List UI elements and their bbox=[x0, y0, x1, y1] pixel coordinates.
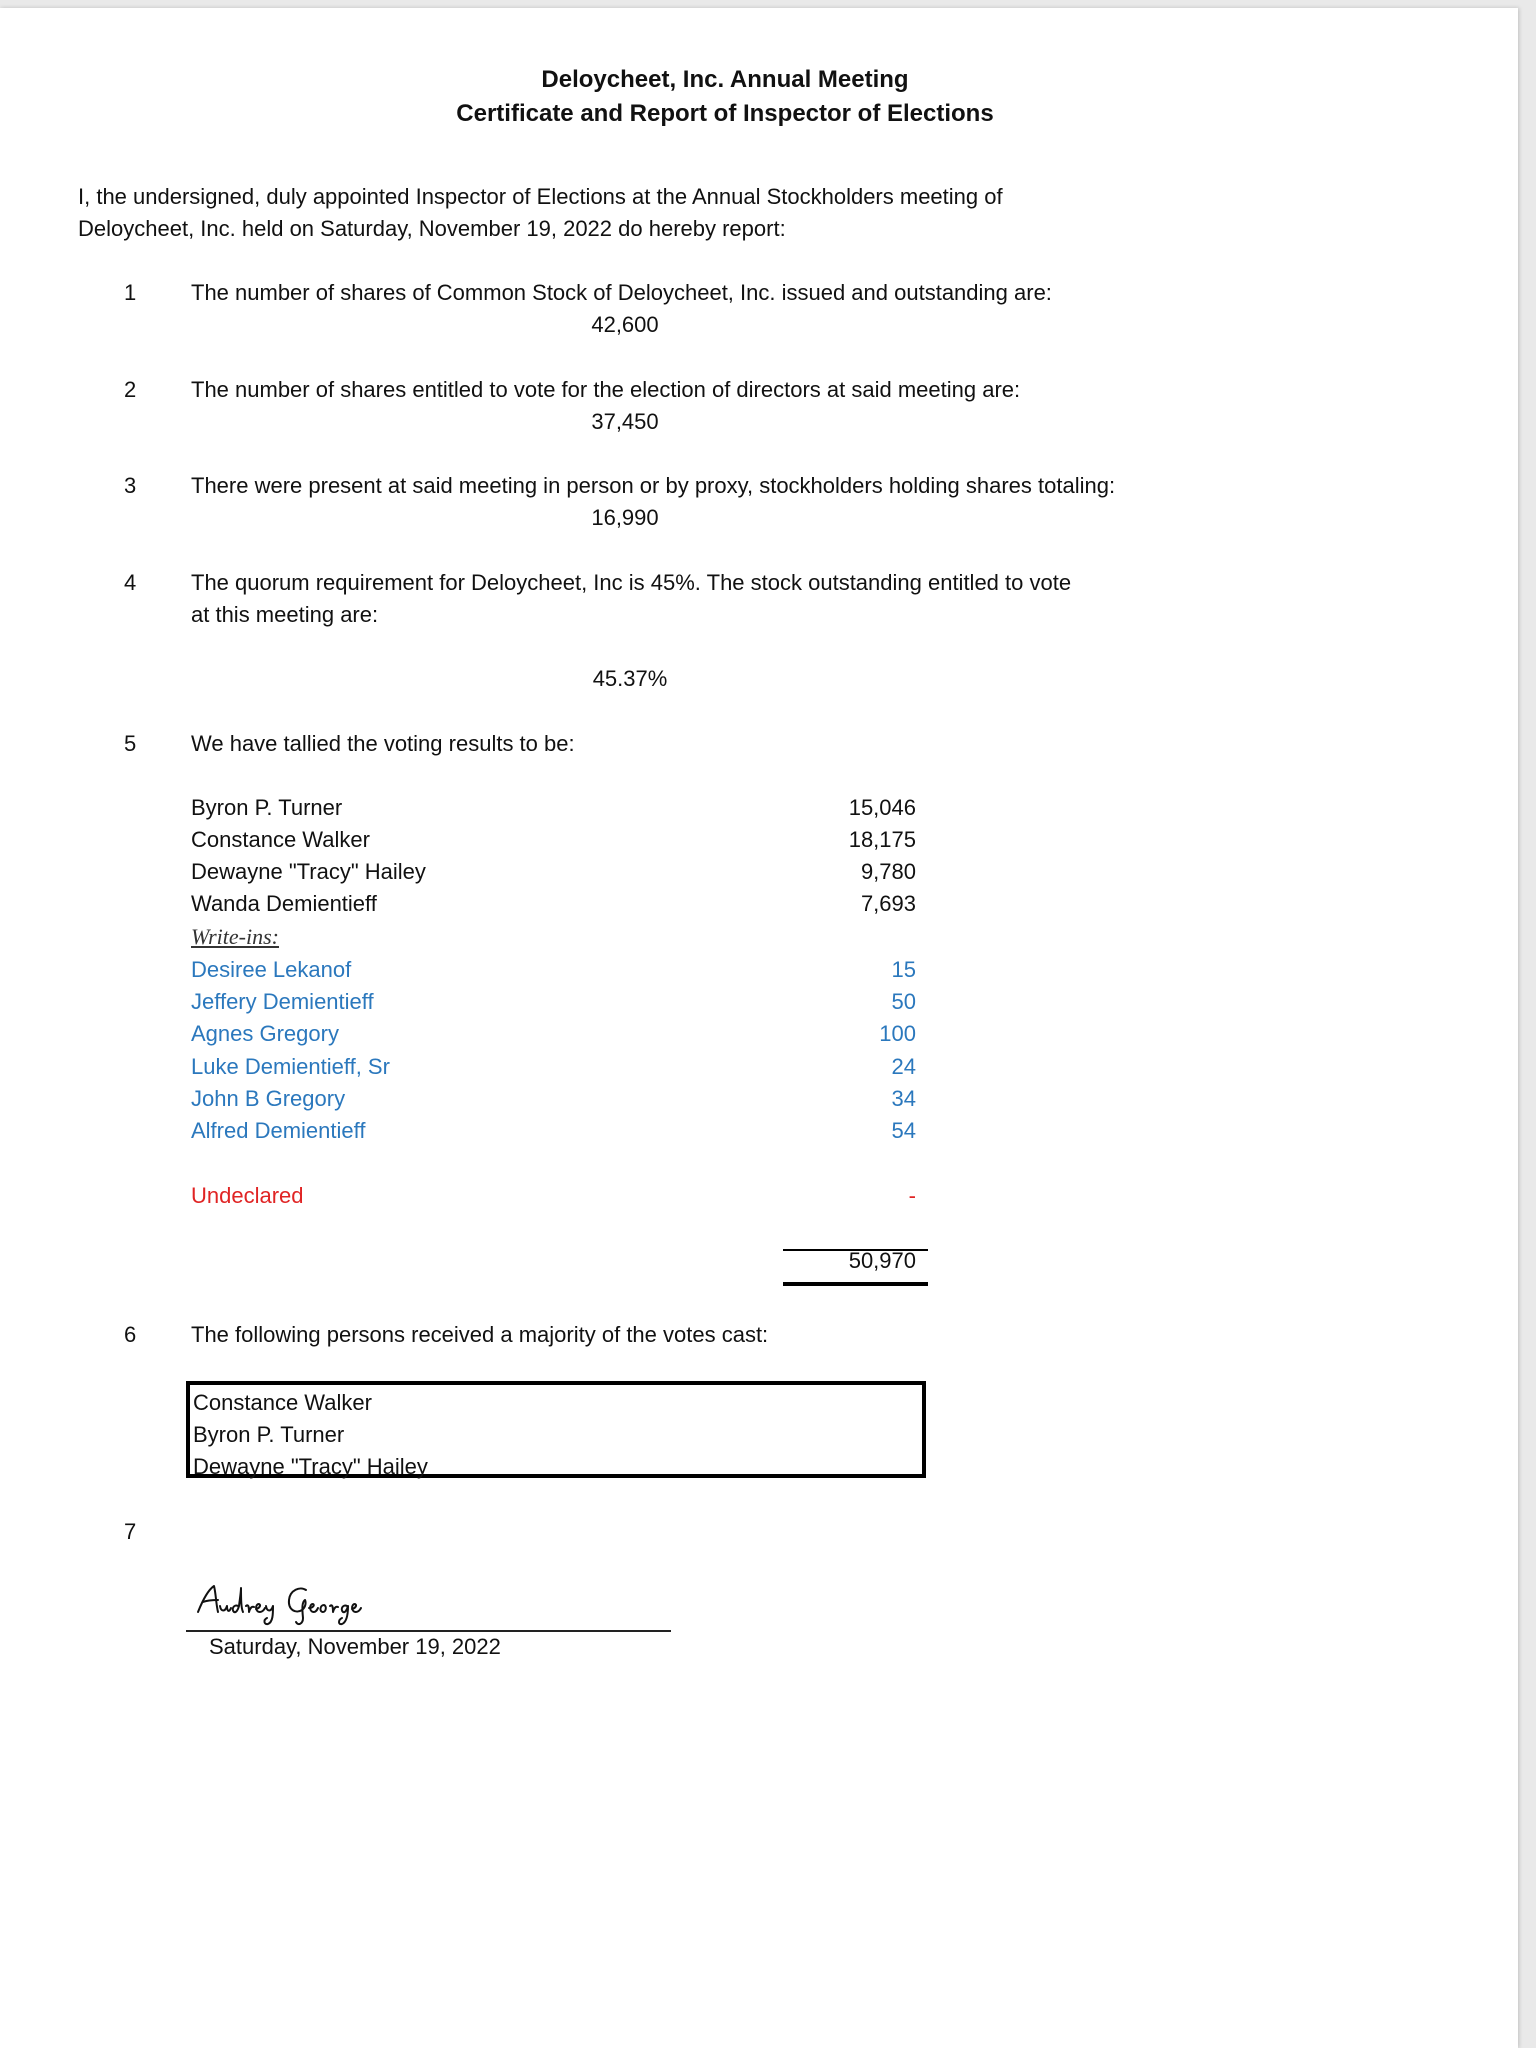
candidate-name: Dewayne "Tracy" Hailey bbox=[191, 859, 426, 884]
item-text: There were present at said meeting in person or by proxy, stockholders holding shares totaling: bbox=[191, 473, 1116, 498]
majority-winners-box bbox=[186, 1381, 926, 1478]
intro-line-2: Deloycheet, Inc. held on Saturday, November 19, 2022 do hereby report: bbox=[78, 216, 786, 241]
candidate-name: Wanda Demientieff bbox=[191, 891, 377, 916]
item-number: 1 bbox=[124, 280, 137, 305]
shares-present-value: 16,990 bbox=[591, 505, 659, 530]
signature-line bbox=[186, 1630, 671, 1632]
report-page bbox=[0, 8, 1518, 2048]
candidate-votes: 18,175 bbox=[848, 827, 916, 852]
writein-name: Agnes Gregory bbox=[191, 1021, 339, 1046]
writein-name: Luke Demientieff, Sr bbox=[191, 1054, 390, 1079]
report-title: Deloycheet, Inc. Annual Meeting bbox=[541, 66, 909, 93]
signature-date: Saturday, November 19, 2022 bbox=[209, 1634, 501, 1659]
writein-votes: 24 bbox=[891, 1054, 916, 1079]
writein-name: Jeffery Demientieff bbox=[191, 989, 374, 1014]
writein-name: John B Gregory bbox=[191, 1086, 346, 1111]
item-number: 6 bbox=[124, 1322, 137, 1347]
item-number: 7 bbox=[124, 1519, 137, 1544]
signature-name: Audrey George bbox=[194, 1578, 201, 1579]
item-text: The number of shares entitled to vote for the election of directors at said meeting are: bbox=[191, 377, 1021, 402]
writein-name: Alfred Demientieff bbox=[191, 1118, 366, 1143]
candidate-votes: 9,780 bbox=[860, 859, 916, 884]
shares-entitled-value: 37,450 bbox=[591, 409, 659, 434]
total-votes: 50,970 bbox=[848, 1248, 916, 1273]
candidate-votes: 15,046 bbox=[848, 795, 916, 820]
handwritten-signature bbox=[194, 1578, 394, 1630]
undeclared-label: Undeclared bbox=[191, 1183, 304, 1208]
item-text: We have tallied the voting results to be: bbox=[191, 731, 575, 756]
writein-name: Desiree Lekanof bbox=[191, 957, 352, 982]
item-text-continued: at this meeting are: bbox=[191, 602, 379, 627]
report-subtitle: Certificate and Report of Inspector of Elections bbox=[456, 100, 994, 127]
item-number: 4 bbox=[124, 570, 137, 595]
item-number: 3 bbox=[124, 473, 137, 498]
candidate-name: Constance Walker bbox=[191, 827, 370, 852]
item-number: 5 bbox=[124, 731, 137, 756]
item-text: The following persons received a majority of the votes cast: bbox=[191, 1322, 769, 1347]
writein-votes: 34 bbox=[891, 1086, 916, 1111]
item-text: The number of shares of Common Stock of Deloycheet, Inc. issued and outstanding are: bbox=[191, 280, 1052, 305]
item-text: The quorum requirement for Deloycheet, Inc is 45%. The stock outstanding entitled to vote bbox=[191, 570, 1072, 595]
writein-votes: 54 bbox=[891, 1118, 916, 1143]
writein-votes: 50 bbox=[891, 989, 916, 1014]
winner-name: Constance Walker bbox=[193, 1390, 372, 1415]
writeins-label: Write-ins: bbox=[191, 924, 279, 949]
item-number: 2 bbox=[124, 377, 137, 402]
winner-name: Dewayne "Tracy" Hailey bbox=[193, 1454, 428, 1479]
undeclared-value: - bbox=[908, 1183, 916, 1208]
winner-name: Byron P. Turner bbox=[193, 1422, 345, 1447]
quorum-percent-value: 45.37% bbox=[592, 666, 668, 691]
writein-votes: 100 bbox=[879, 1021, 916, 1046]
intro-line-1: I, the undersigned, duly appointed Inspector of Elections at the Annual Stockholders meeting of bbox=[78, 184, 1003, 209]
shares-outstanding-value: 42,600 bbox=[591, 312, 659, 337]
candidate-votes: 7,693 bbox=[860, 891, 916, 916]
candidate-name: Byron P. Turner bbox=[191, 795, 343, 820]
writein-votes: 15 bbox=[891, 957, 916, 982]
total-rule-bottom bbox=[783, 1282, 928, 1286]
